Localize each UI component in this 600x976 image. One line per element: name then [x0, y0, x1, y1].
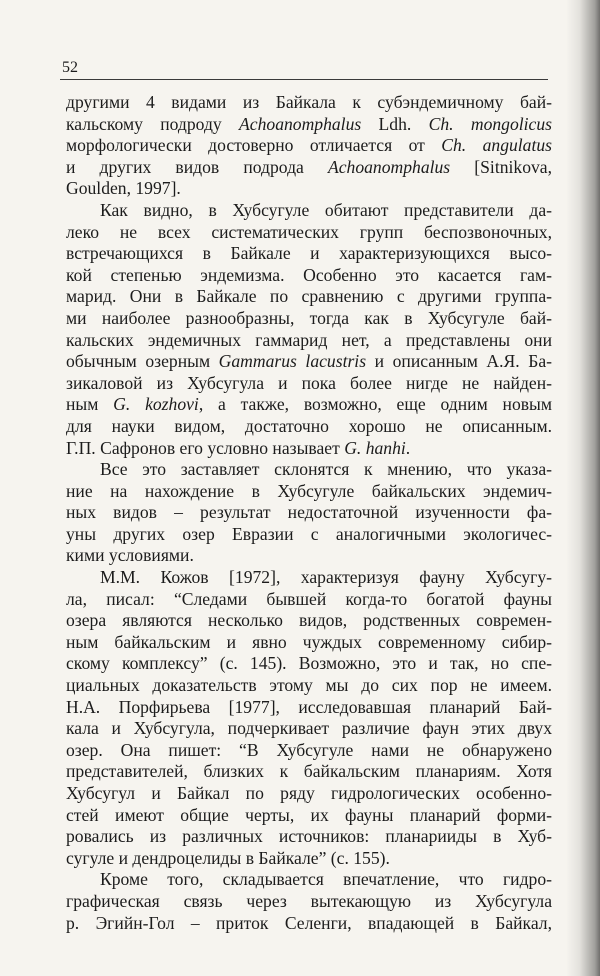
header-rule [60, 79, 548, 80]
text-line: М.М. Кожов [1972], характеризуя фауну Хубсугу- [100, 567, 552, 588]
text-line: озера являются несколько видов, родственных современ- [66, 610, 552, 631]
text-line: циальных доказательств этому мы до сих пор не имеем. [66, 675, 552, 696]
text-line: Все это заставляет склонятся к мнению, что указа- [100, 459, 552, 480]
text-line: ным G. kozhovi, а также, возможно, еще одним новым [66, 394, 552, 415]
text-line: для науки видом, достаточно хорошо не описанным. [66, 415, 552, 436]
text-line: Кроме того, складывается впечатление, что гидро- [100, 869, 552, 890]
text-line: морфологически достоверно отличается от Ch. angulatus [66, 135, 553, 156]
text-line: встречающихся в Байкале и характеризующихся высо- [66, 243, 552, 264]
text-line: ла, писал: “Следами бывшей когда-то богатой фауны [66, 588, 552, 609]
text-line: Хубсугул и Байкал по ряду гидрологических особенно- [66, 783, 552, 803]
text-line: и других видов подрода Achoanomphalus [Sitnikova, [66, 156, 552, 177]
text-line: ние на нахождение в Хубсугуле байкальских эндемич- [66, 480, 552, 501]
text-line: марид. Они в Байкале по сравнению с другими группа- [66, 286, 552, 307]
text-line: кальских эндемичных гаммарид нет, а представлены они [66, 329, 552, 350]
text-line: Goulden, 1997]. [66, 178, 181, 199]
text-line: леко не всех систематических групп беспозвоночных, [66, 221, 552, 242]
text-line: ных видов – результат недостаточной изученности фа- [66, 502, 552, 523]
text-line: графическая связь через вытекающую из Хубсугула [66, 890, 552, 911]
body-text [66, 92, 552, 934]
text-line: Н.А. Порфирьева [1977], исследовавшая планарий Бай- [66, 696, 552, 717]
text-line: сугуле и дендроцелиды в Байкале” (с. 155). [66, 847, 390, 868]
text-line: другими 4 видами из Байкала к субэндемичному бай- [66, 92, 552, 112]
page-edge-shadow [566, 0, 600, 976]
text-line: р. Эгийн-Гол – приток Селенги, впадающей в Байкал, [66, 912, 552, 933]
text-line: представителей, близких к байкальским планариям. Хотя [66, 761, 552, 782]
text-line: кальскому подроду Achoanomphalus Ldh. Ch. mongolicus [66, 113, 552, 134]
text-line: озер. Она пишет: “В Хубсугуле нами не обнаружено [66, 739, 552, 760]
text-line: обычным озерным Gammarus lacustris и описанным А.Я. Ба- [66, 351, 552, 372]
text-line: скому комплексу” (с. 145). Возможно, это и так, но спе- [66, 653, 552, 674]
text-line: ным байкальским и явно чуждых современному сибир- [66, 631, 552, 652]
text-line: кала и Хубсугула, подчеркивает различие фаун этих двух [66, 718, 552, 739]
text-line: уны других озер Евразии с аналогичными экологичес- [66, 523, 552, 544]
text-line: зикаловой из Хубсугула и пока более нигде не найден- [66, 372, 552, 393]
text-line: Как видно, в Хубсугуле обитают представители да- [100, 199, 552, 220]
text-line: Г.П. Сафронов его условно называет G. hanhi. [66, 437, 411, 458]
text-line: кой степенью эндемизма. Особенно это касается гам- [66, 264, 552, 285]
text-line: кими условиями. [66, 545, 194, 566]
page-number: 52 [62, 59, 78, 76]
text-line: ровались из различных источников: планарииды в Хуб- [66, 826, 552, 847]
text-line: стей имеют общие черты, их фауны планарий форми- [66, 804, 552, 825]
text-line: ми наиболее разнообразны, тогда как в Хубсугуле бай- [66, 307, 552, 328]
